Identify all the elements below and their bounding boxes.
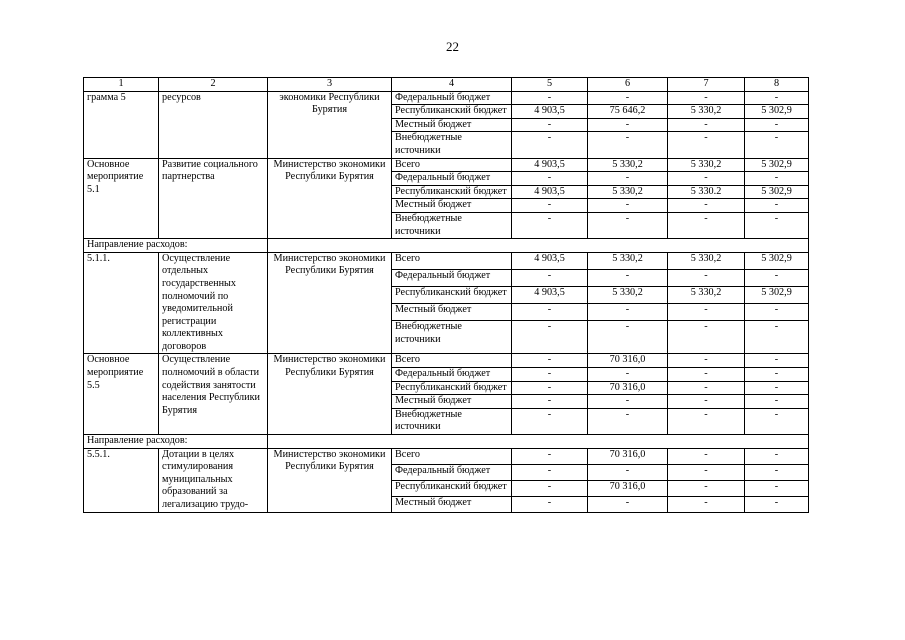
value-cell-8: - — [745, 464, 809, 480]
funding-source-cell: Местный бюджет — [392, 304, 512, 321]
value-cell-8: 5 302,9 — [745, 287, 809, 304]
direction-row — [84, 435, 809, 449]
funding-source-cell: Местный бюджет — [392, 199, 512, 213]
executor-cell: Министерство экономики Республики Бурятия — [268, 354, 392, 435]
value-cell-5: - — [512, 118, 588, 132]
budget-table — [83, 77, 809, 513]
value-cell-8: - — [745, 448, 809, 464]
value-cell-6: - — [588, 368, 668, 382]
value-cell-8: - — [745, 199, 809, 213]
value-cell-8: - — [745, 395, 809, 409]
value-cell-8: - — [745, 132, 809, 158]
funding-source-cell: Республиканский бюджет — [392, 105, 512, 119]
value-cell-7: - — [668, 408, 745, 434]
funding-source-cell: Федеральный бюджет — [392, 464, 512, 480]
value-cell-6: - — [588, 91, 668, 105]
event-name-cell: Развитие социального партнерства — [159, 158, 268, 239]
value-cell-6: 5 330,2 — [588, 185, 668, 199]
value-cell-6: - — [588, 304, 668, 321]
value-cell-6: - — [588, 172, 668, 186]
funding-source-cell: Всего — [392, 448, 512, 464]
value-cell-7: - — [668, 496, 745, 512]
value-cell-7: - — [668, 91, 745, 105]
header-cell-1: 1 — [84, 78, 159, 92]
funding-source-cell: Внебюджетные источники — [392, 321, 512, 354]
value-cell-5: - — [512, 480, 588, 496]
value-cell-8: - — [745, 480, 809, 496]
value-cell-5: - — [512, 381, 588, 395]
value-cell-5: - — [512, 408, 588, 434]
event-code-cell: Основное мероприятие 5.1 — [84, 158, 159, 239]
value-cell-8: - — [745, 496, 809, 512]
value-cell-7: - — [668, 395, 745, 409]
direction-label: Направление расходов: — [84, 435, 268, 449]
funding-source-cell: Местный бюджет — [392, 395, 512, 409]
value-cell-5: - — [512, 212, 588, 238]
value-cell-7: - — [668, 199, 745, 213]
funding-source-cell: Внебюджетные источники — [392, 132, 512, 158]
event-name-cell: Осуществление полномочий в области содействия занятости населения Республики Бурятия — [159, 354, 268, 435]
funding-source-cell: Местный бюджет — [392, 496, 512, 512]
value-cell-7: 5 330,2 — [668, 252, 745, 269]
value-cell-5: - — [512, 321, 588, 354]
value-cell-7: - — [668, 172, 745, 186]
value-cell-7: - — [668, 132, 745, 158]
value-cell-8: - — [745, 212, 809, 238]
value-cell-6: - — [588, 395, 668, 409]
header-row — [84, 78, 809, 92]
value-cell-7: 5 330,2 — [668, 158, 745, 172]
value-cell-7: - — [668, 212, 745, 238]
value-cell-6: - — [588, 496, 668, 512]
funding-source-cell: Федеральный бюджет — [392, 91, 512, 105]
value-cell-8: - — [745, 321, 809, 354]
value-cell-5: - — [512, 304, 588, 321]
value-cell-6: - — [588, 269, 668, 286]
funding-source-cell: Республиканский бюджет — [392, 287, 512, 304]
value-cell-6: - — [588, 132, 668, 158]
value-cell-8: - — [745, 118, 809, 132]
value-cell-6: 70 316,0 — [588, 448, 668, 464]
funding-source-cell: Республиканский бюджет — [392, 185, 512, 199]
value-cell-5: 4 903,5 — [512, 185, 588, 199]
page-number: 22 — [446, 39, 459, 54]
value-cell-7: - — [668, 321, 745, 354]
item-name-cell: Дотации в целях стимулирования муниципальных образований за легализацию трудо- — [159, 448, 268, 512]
value-cell-6: 70 316,0 — [588, 480, 668, 496]
value-cell-6: - — [588, 464, 668, 480]
header-cell-4: 4 — [392, 78, 512, 92]
value-cell-6: 70 316,0 — [588, 354, 668, 368]
value-cell-8: 5 302,9 — [745, 105, 809, 119]
value-cell-6: 70 316,0 — [588, 381, 668, 395]
value-cell-8: - — [745, 368, 809, 382]
value-cell-5: - — [512, 368, 588, 382]
value-cell-7: - — [668, 368, 745, 382]
value-cell-8: 5 302,9 — [745, 158, 809, 172]
value-cell-5: - — [512, 448, 588, 464]
value-cell-6: 5 330,2 — [588, 158, 668, 172]
value-cell-8: - — [745, 354, 809, 368]
value-cell-5: - — [512, 464, 588, 480]
value-cell-7: - — [668, 464, 745, 480]
budget-row — [84, 448, 809, 464]
direction-label: Направление расходов: — [84, 239, 268, 253]
value-cell-8: 5 302,9 — [745, 185, 809, 199]
direction-blank — [268, 435, 809, 449]
value-cell-7: - — [668, 381, 745, 395]
value-cell-5: - — [512, 132, 588, 158]
header-cell-3: 3 — [268, 78, 392, 92]
budget-row — [84, 252, 809, 269]
value-cell-7: - — [668, 354, 745, 368]
value-cell-8: - — [745, 381, 809, 395]
executor-cell: Министерство экономики Республики Бурятия — [268, 448, 392, 512]
header-cell-8: 8 — [745, 78, 809, 92]
funding-source-cell: Всего — [392, 158, 512, 172]
value-cell-5: - — [512, 269, 588, 286]
value-cell-5: - — [512, 354, 588, 368]
item-name-cell: Осуществление отдельных государственных полномочий по уведомительной регистрации коллективных договоров — [159, 252, 268, 354]
header-cell-5: 5 — [512, 78, 588, 92]
funding-source-cell: Республиканский бюджет — [392, 381, 512, 395]
header-cell-6: 6 — [588, 78, 668, 92]
program-cell: грамма 5 — [84, 91, 159, 158]
budget-row — [84, 354, 809, 368]
value-cell-6: 5 330,2 — [588, 287, 668, 304]
executor-cell: Министерство экономики Республики Бурятия — [268, 158, 392, 239]
item-code-cell: 5.5.1. — [84, 448, 159, 512]
value-cell-6: - — [588, 118, 668, 132]
value-cell-7: 5 330.2 — [668, 185, 745, 199]
header-cell-7: 7 — [668, 78, 745, 92]
value-cell-7: 5 330,2 — [668, 287, 745, 304]
value-cell-8: - — [745, 408, 809, 434]
value-cell-5: - — [512, 91, 588, 105]
value-cell-8: - — [745, 269, 809, 286]
value-cell-6: 75 646,2 — [588, 105, 668, 119]
value-cell-7: - — [668, 448, 745, 464]
value-cell-7: - — [668, 304, 745, 321]
value-cell-8: - — [745, 304, 809, 321]
item-code-cell: 5.1.1. — [84, 252, 159, 354]
funding-source-cell: Республиканский бюджет — [392, 480, 512, 496]
funding-source-cell: Всего — [392, 354, 512, 368]
funding-source-cell: Всего — [392, 252, 512, 269]
value-cell-5: - — [512, 496, 588, 512]
header-cell-2: 2 — [159, 78, 268, 92]
value-cell-8: - — [745, 91, 809, 105]
value-cell-6: - — [588, 212, 668, 238]
budget-row — [84, 91, 809, 105]
executor-cell: экономики Республики Бурятия — [268, 91, 392, 158]
value-cell-6: 5 330,2 — [588, 252, 668, 269]
value-cell-6: - — [588, 321, 668, 354]
funding-source-cell: Федеральный бюджет — [392, 269, 512, 286]
value-cell-6: - — [588, 199, 668, 213]
value-cell-5: 4 903,5 — [512, 158, 588, 172]
value-cell-7: - — [668, 480, 745, 496]
funding-source-cell: Внебюджетные источники — [392, 212, 512, 238]
funding-source-cell: Федеральный бюджет — [392, 172, 512, 186]
table-body — [84, 78, 809, 513]
value-cell-7: 5 330,2 — [668, 105, 745, 119]
value-cell-5: 4 903,5 — [512, 105, 588, 119]
value-cell-5: 4 903,5 — [512, 252, 588, 269]
value-cell-5: - — [512, 172, 588, 186]
budget-row — [84, 158, 809, 172]
value-cell-5: 4 903,5 — [512, 287, 588, 304]
direction-blank — [268, 239, 809, 253]
funding-source-cell: Федеральный бюджет — [392, 368, 512, 382]
value-cell-5: - — [512, 395, 588, 409]
program-name-cell: ресурсов — [159, 91, 268, 158]
value-cell-7: - — [668, 118, 745, 132]
value-cell-6: - — [588, 408, 668, 434]
funding-source-cell: Местный бюджет — [392, 118, 512, 132]
value-cell-5: - — [512, 199, 588, 213]
event-code-cell: Основное мероприятие 5.5 — [84, 354, 159, 435]
value-cell-7: - — [668, 269, 745, 286]
value-cell-8: 5 302,9 — [745, 252, 809, 269]
direction-row — [84, 239, 809, 253]
value-cell-8: - — [745, 172, 809, 186]
executor-cell: Министерство экономики Республики Бурятия — [268, 252, 392, 354]
funding-source-cell: Внебюджетные источники — [392, 408, 512, 434]
